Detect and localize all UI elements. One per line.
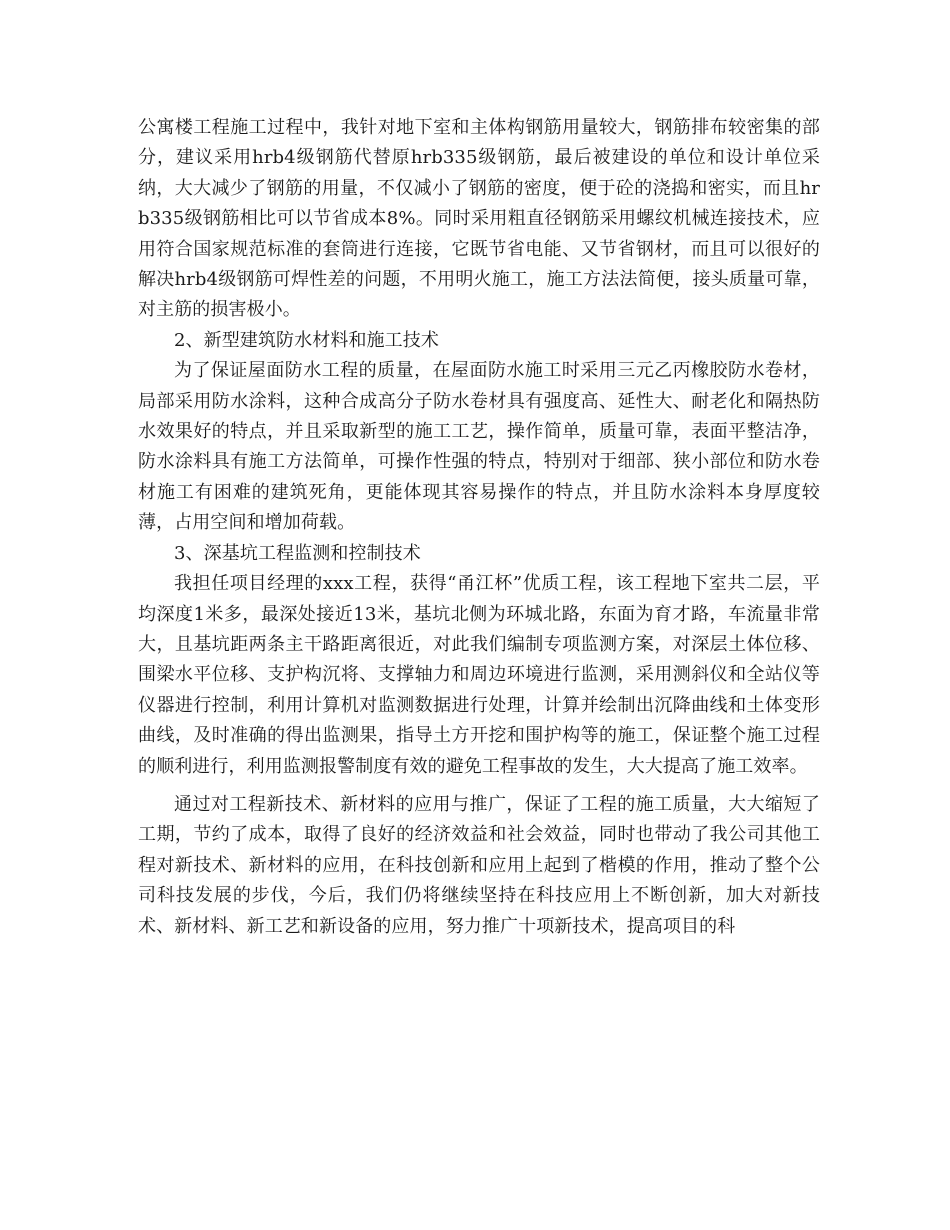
paragraph-waterproofing: 为了保证屋面防水工程的质量，在屋面防水施工时采用三元乙丙橡胶防水卷材，局部采用防水涂料，这种合成高分子防水卷材具有强度高、延性大、耐老化和隔热防水效果好的特点，并且采取新型的施工工艺，操作简单，质量可靠，表面平整洁净，防水涂料具有施工方法简单，可操作性强的特点，特别对于细部、狭小部位和防水卷材施工有困难的建筑死角，更能体现其容易操作的特点，并且防水涂料本身厚度较薄，占用空间和增加荷载。 [138,360,820,534]
heading-foundation-monitoring: 3、深基坑工程监测和控制技术 [174,542,421,564]
paragraph-steel-rebar: 公寓楼工程施工过程中，我针对地下室和主体构钢筋用量较大，钢筋排布较密集的部分，建议采用hrb4级钢筋代替原hrb335级钢筋，最后被建设的单位和设计单位采纳，大大减少了钢筋的用量，不仅减小了钢筋的密度，便于砼的浇捣和密实，而且hrb335级钢筋相比可以节省成本8%。同时采用粗直径钢筋采用螺纹机械连接技术，应用符合国家规范标准的套筒进行连接，它既节省电能、又节省钢材，而且可以很好的解决hrb4级钢筋可焊性差的问题，不用明火施工，施工方法法简便，接头质量可靠，对主筋的损害极小。 [138,117,820,321]
heading-waterproofing: 2、新型建筑防水材料和施工技术 [174,329,439,351]
paragraph-summary: 通过对工程新技术、新材料的应用与推广，保证了工程的施工质量，大大缩短了工期，节约了成本，取得了良好的经济效益和社会效益，同时也带动了我公司其他工程对新技术、新材料的应用，在科技创新和应用上起到了楷模的作用，推动了整个公司科技发展的步伐，今后，我们仍将继续坚持在科技应用上不断创新，加大对新技术、新材料、新工艺和新设备的应用，努力推广十项新技术，提高项目的科 [138,793,820,937]
paragraph-foundation-monitoring: 我担任项目经理的xxx工程，获得“甬江杯”优质工程，该工程地下室共二层，平均深度1米多，最深处接近13米，基坑北侧为环城北路，东面为育才路，车流量非常大，且基坑距两条主干路距离很近，对此我们编制专项监测方案，对深层土体位移、围梁水平位移、支护构沉将、支撑轴力和周边环境进行监测，采用测斜仪和全站仪等仪器进行控制，利用计算机对监测数据进行处理，计算并绘制出沉降曲线和土体变形曲线，及时准确的得出监测果，指导土方开挖和围护构等的施工，保证整个施工过程的顺利进行，利用监测报警制度有效的避免工程事故的发生，大大提高了施工效率。 [138,573,820,777]
